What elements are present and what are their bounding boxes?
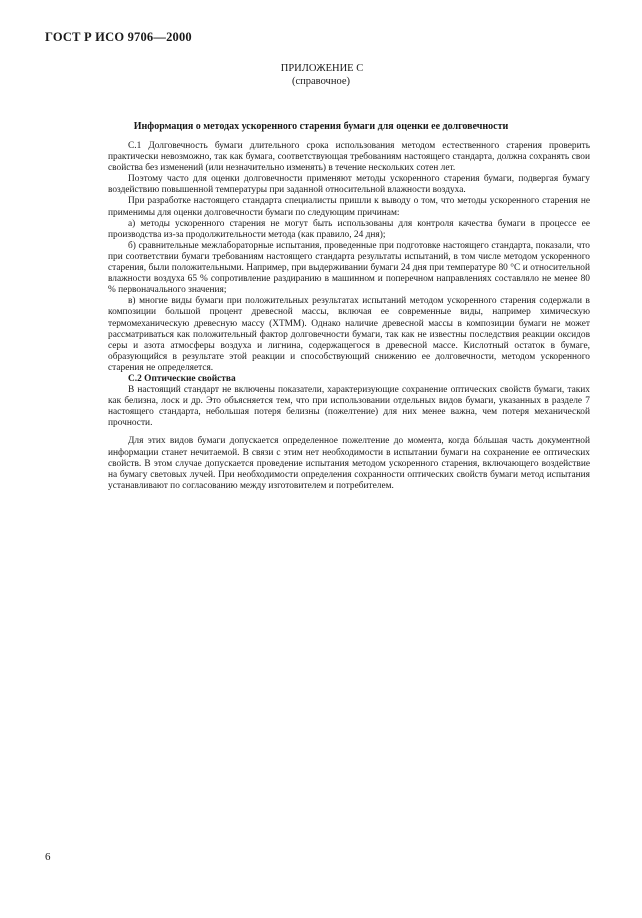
paragraph-reason-b: б) сравнительные межлабораторные испытания, проведенные при подготовке настоящего стандарта, показали, что при соответствии бумаги требованиям настоящего стандарта результаты испытаний, в том числе методом ускоренного старения, были положительными. Например, при выдерживании бумаги 24 дня при температуре 80 °С и относительной влажности воздуха 65 % сопротивление раздиранию в машинном и поперечном направлениях составляло не менее 80 % первоначального значения; xyxy=(108,240,590,296)
document-body xyxy=(108,141,590,492)
section-heading: Информация о методах ускоренного старения бумаги для оценки ее долговечности xyxy=(133,121,509,132)
paragraph-c2: В настоящий стандарт не включены показатели, характеризующие сохранение оптических свойств бумаги, таких как белизна, лоск и др. Это объясняется тем, что при использовании отдельных видов бумаги, указанных в разделе 7 настоящего стандарта, небольшая потеря белизны (пожелтение) для них менее важна, чем потеря механической прочности. xyxy=(108,385,590,429)
section-c2-title: С.2 Оптические свойства xyxy=(128,373,236,384)
page-number: 6 xyxy=(45,851,51,863)
paragraph-c1: С.1 Долговечность бумаги длительного срока использования методом естественного старения проверить практически невозможно, так как бумага, соответствующая требованиям настоящего стандарта, должна сохранять свои свойства без изменений (или незначительно изменять) в течение нескольких сотен лет. xyxy=(108,141,590,174)
document-id-header: ГОСТ Р ИСО 9706—2000 xyxy=(45,30,192,44)
appendix-title-block xyxy=(0,62,642,88)
paragraph-reason-a: а) методы ускоренного старения не могут быть использованы для контроля качества бумаги в процессе ее производства из-за продолжительности метода (как правило, 24 дня); xyxy=(108,218,590,240)
paragraph-c1-cont: Поэтому часто для оценки долговечности применяют методы ускоренного старения бумаги, подвергая бумагу воздействию повышенной температуры при заданной относительной влажности воздуха. xyxy=(108,174,590,196)
paragraph-reasons-intro: При разработке настоящего стандарта специалисты пришли к выводу о том, что методы ускоренного старения не применимы для оценки долговечности бумаги по следующим причинам: xyxy=(108,196,590,218)
paragraph-reason-c: в) многие виды бумаги при положительных результатах испытаний методом ускоренного старения содержали в композиции большой процент древесной массы, включая ее современные виды, например химическую термомеханическую древесную массу (ХТММ). Однако наличие древесной массы в композиции бумаги не может рассматриваться как положительный фактор долговечности бумаги, так как не известны последствия реакции оксидов серы и азота атмосферы воздуха и лигнина, содержащегося в древесной массе. Кислотный остаток в бумаге, образующийся в результате этой реакции и способствующий снижению ее долговечности, методом ускоренного старения не определяется. xyxy=(108,296,590,373)
appendix-subtitle: (справочное) xyxy=(292,76,350,87)
paragraph-c2-cont: Для этих видов бумаги допускается определенное пожелтение до момента, когда бóльшая часть документной информации станет нечитаемой. В связи с этим нет необходимости в испытании бумаги на сохранение ее оптических свойств. В этом случае допускается проведение испытания методом ускоренного старения, включающего воздействие на бумагу световых лучей. При необходимости определения сохранности оптических свойств бумаги метод испытания устанавливают по согласованию между изготовителем и потребителем. xyxy=(108,436,590,491)
appendix-title: ПРИЛОЖЕНИЕ С xyxy=(280,63,364,74)
